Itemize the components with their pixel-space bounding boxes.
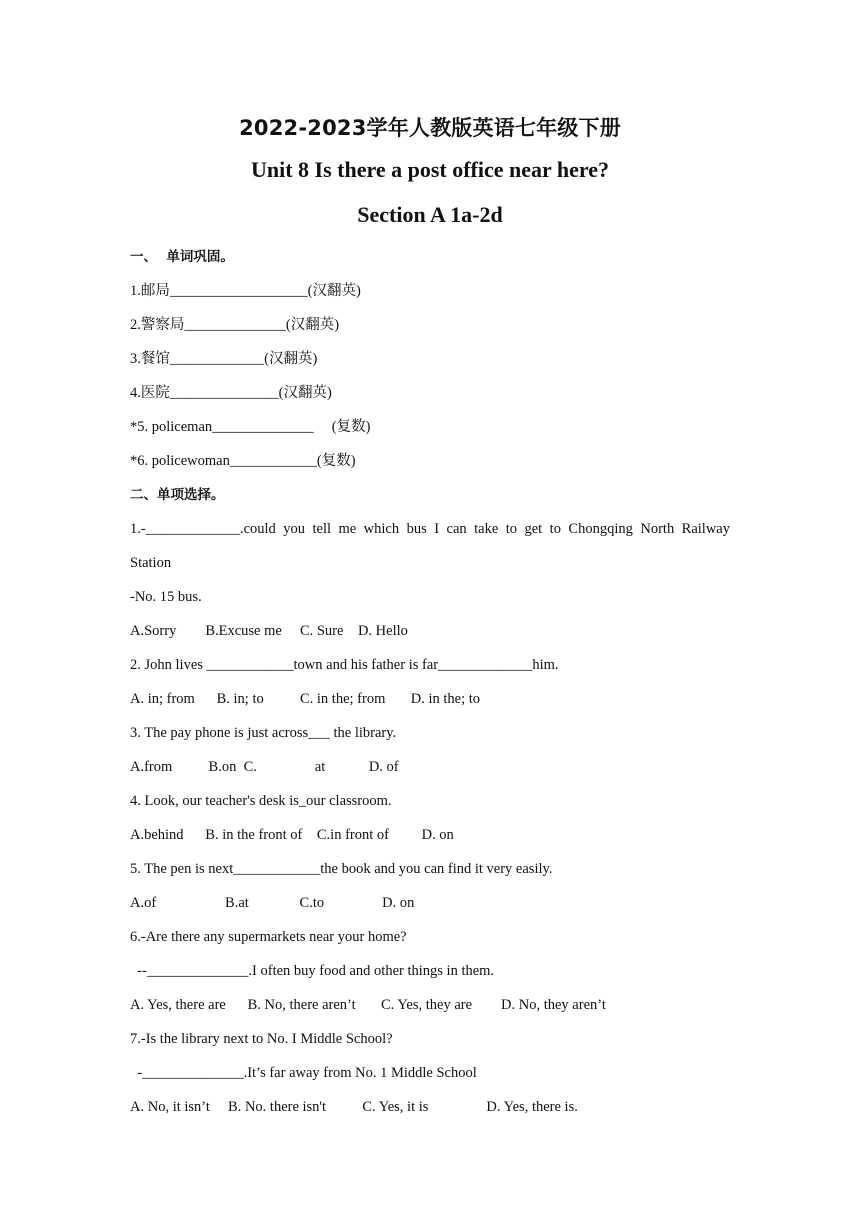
part2-heading: 二、单项选择。 — [130, 487, 225, 503]
question-5-stem: 5. The pen is next____________the book and you can find it very easily. — [130, 861, 553, 877]
vocab-item-4: 4.医院_______________(汉翻英) — [130, 385, 332, 401]
question-7-options: A. No, it isn’t B. No. there isn't C. Yes, it is D. Yes, there is. — [130, 1099, 578, 1115]
section-title: Section A 1a-2d — [357, 202, 503, 227]
vocab-item-1: 1.邮局___________________(汉翻英) — [130, 283, 361, 299]
question-7-reply: -______________.It’s far away from No. 1 Middle School — [130, 1065, 477, 1081]
question-6-stem: 6.-Are there any supermarkets near your home? — [130, 929, 407, 945]
question-6-reply: --______________.I often buy food and other things in them. — [130, 963, 495, 979]
unit-title: Unit 8 Is there a post office near here? — [250, 157, 610, 182]
vocab-item-2: 2.警察局______________(汉翻英) — [130, 317, 340, 333]
question-1-stem: 1.-_____________.could you tell me which bus I can take to get to Chongqing North Railway — [130, 521, 730, 537]
question-6-options: A. Yes, there are B. No, there aren’t C. Yes, they are D. No, they aren’t — [130, 997, 606, 1013]
question-7-stem: 7.-Is the library next to No. I Middle School? — [130, 1031, 393, 1047]
question-3-stem: 3. The pay phone is just across___ the library. — [130, 725, 397, 741]
question-1-reply: -No. 15 bus. — [130, 589, 202, 605]
question-1-stem-cont: Station — [130, 555, 172, 571]
question-5-options: A.of B.at C.to D. on — [130, 895, 415, 911]
question-1-options: A.Sorry B.Excuse me C. Sure D. Hello — [130, 623, 408, 639]
question-4-options: A.behind B. in the front of C.in front of D. on — [130, 827, 454, 843]
vocab-item-6: *6. policewoman____________(复数) — [130, 453, 356, 469]
question-2-stem: 2. John lives ____________town and his father is far_____________him. — [130, 657, 559, 673]
vocab-item-3: 3.餐馆_____________(汉翻英) — [130, 351, 318, 367]
question-4-stem: 4. Look, our teacher's desk is_our classroom. — [130, 793, 392, 809]
question-2-options: A. in; from B. in; to C. in the; from D. in the; to — [130, 691, 480, 707]
part1-heading: 一、 单词巩固。 — [130, 249, 234, 265]
worksheet-title: 2022-2023学年人教版英语七年级下册 — [239, 116, 621, 140]
vocab-item-5: *5. policeman______________ (复数) — [130, 419, 371, 435]
question-3-options: A.from B.on C. at D. of — [130, 759, 399, 775]
